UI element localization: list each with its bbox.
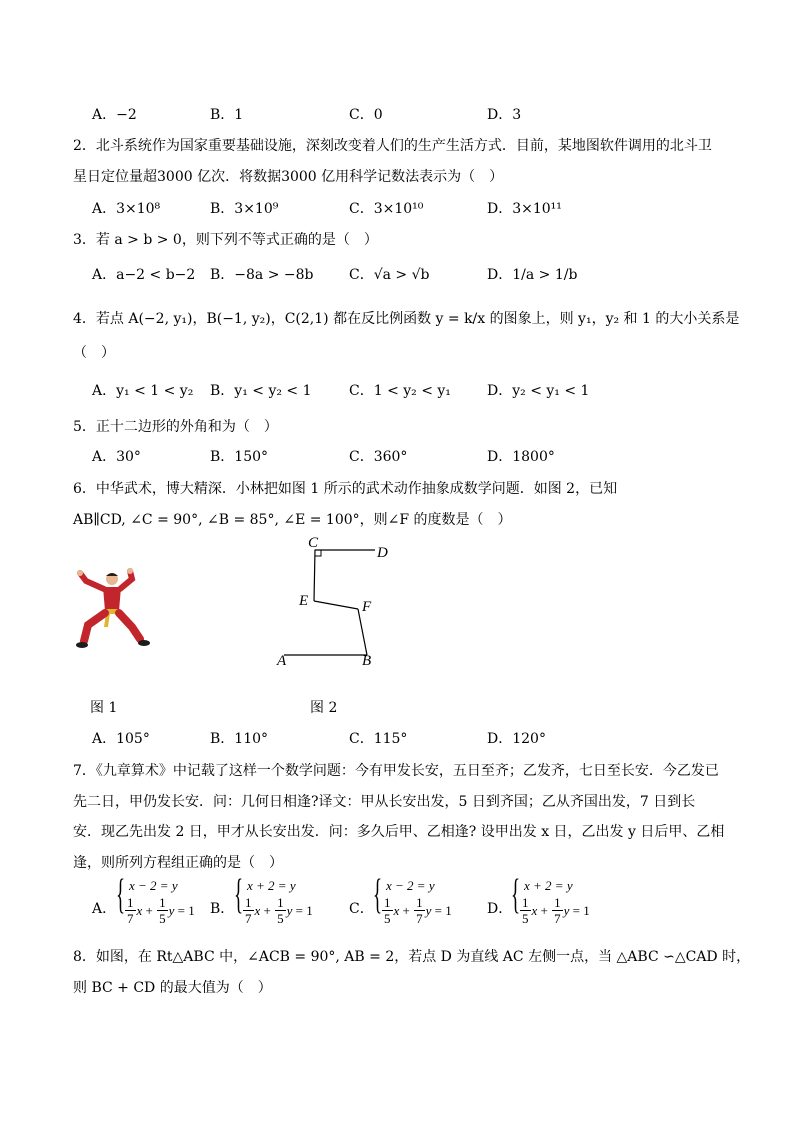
- q6-stem-line2: AB∥CD, ∠C = 90°, ∠B = 85°, ∠E = 100°，则∠F 的度数是（ ）: [73, 512, 512, 528]
- q7-stem-line1: 7．《九章算术》中记载了这样一个数学问题：今有甲发长安，五日至齐；乙发齐，七日至长安．今乙发已: [73, 763, 719, 779]
- figure2-caption: 图 2: [310, 700, 338, 716]
- q6-option-a: A．105°: [92, 731, 150, 747]
- q6-option-c: C．115°: [349, 731, 408, 747]
- q7-option-c-label: C．: [349, 901, 374, 917]
- q5-option-b: B．150°: [210, 449, 269, 465]
- label-f: F: [362, 599, 372, 615]
- q6-option-d: D．120°: [487, 731, 546, 747]
- q7-c-eq1: x − 2 = y: [386, 878, 435, 893]
- q3-option-c: C．√a > √b: [349, 267, 430, 283]
- q4-stem: 4．若点 A(−2, y₁)，B(−1, y₂)，C(2,1) 都在反比例函数 y = k/x 的图象上，则 y₁，y₂ 和 1 的大小关系是: [73, 311, 740, 327]
- q4-option-a: A．y₁ < 1 < y₂: [92, 383, 194, 399]
- q1-option-b: B．1: [210, 107, 244, 123]
- q2-option-a: A．3×10⁸: [92, 201, 161, 217]
- label-d: D: [377, 545, 388, 561]
- q3-stem: 3．若 a > b > 0，则下列不等式正确的是（ ）: [73, 232, 378, 248]
- label-e: E: [299, 593, 309, 609]
- label-c: C: [308, 535, 319, 551]
- q1-option-d: D．3: [487, 107, 522, 123]
- q1-option-a: A．−2: [92, 107, 137, 123]
- q2-stem-line1: 2．北斗系统作为国家重要基础设施，深刻改变着人们的生产生活方式．目前，某地图软件调用的北斗卫: [73, 138, 712, 154]
- q6-option-b: B．110°: [210, 731, 269, 747]
- q7-b-eq1: x + 2 = y: [247, 878, 296, 893]
- q7-stem-line4: 逢，则所列方程组正确的是（ ）: [73, 855, 283, 871]
- q7-option-b-label: B．: [210, 901, 235, 917]
- q7-option-a-label: A．: [92, 901, 117, 917]
- segment-ef: [314, 601, 358, 609]
- q5-option-c: C．360°: [349, 449, 408, 465]
- label-b: B: [362, 653, 372, 669]
- q2-option-b: B．3×10⁹: [210, 201, 279, 217]
- q7-option-d-label: D．: [487, 901, 513, 917]
- q4-stem-paren: （ ）: [73, 345, 115, 361]
- q2-option-d: D．3×10¹¹: [487, 201, 562, 217]
- q1-option-c: C．0: [349, 107, 383, 123]
- segment-ce: [314, 550, 315, 601]
- q7-a-eq1: x − 2 = y: [129, 878, 178, 893]
- q3-option-b: B．−8a > −8b: [210, 267, 314, 283]
- q4-option-d: D．y₂ < y₁ < 1: [487, 383, 590, 399]
- q3-option-a: A．a−2 < b−2: [92, 267, 196, 283]
- q5-stem: 5．正十二边形的外角和为（ ）: [73, 419, 278, 435]
- q7-stem-line2: 先二日，甲仍发长安．问：几何日相逢?译文：甲从长安出发，5 日到齐国；乙从齐国出发，7 日到长: [73, 794, 696, 810]
- q2-option-c: C．3×10¹⁰: [349, 201, 424, 217]
- q2-stem-line2: 星日定位量超3000 亿次．将数据3000 亿用科学记数法表示为（ ）: [73, 169, 504, 185]
- martial-artist-figure: [74, 567, 154, 653]
- q8-stem-line1: 8．如图，在 Rt△ABC 中，∠ACB = 90°, AB = 2，若点 D 为直线 AC 左侧一点，当 △ABC ∽△CAD 时，: [73, 949, 751, 965]
- q6-stem-line1: 6．中华武术，博大精深．小林把如图 1 所示的武术动作抽象成数学问题．如图 2，已知: [73, 481, 618, 497]
- label-a: A: [277, 653, 287, 669]
- q5-option-d: D．1800°: [487, 449, 555, 465]
- q8-stem-line2: 则 BC + CD 的最大值为（ ）: [73, 980, 272, 996]
- q4-option-c: C．1 < y₂ < y₁: [349, 383, 451, 399]
- q4-option-b: B．y₁ < y₂ < 1: [210, 383, 312, 399]
- q5-option-a: A．30°: [92, 449, 141, 465]
- q3-option-d: D．1/a > 1/b: [487, 267, 578, 283]
- q7-d-eq1: x + 2 = y: [524, 878, 573, 893]
- figure1-caption: 图 1: [90, 700, 118, 716]
- q7-stem-line3: 安．现乙先出发 2 日，甲才从长安出发．问：多久后甲、乙相逢? 设甲出发 x 日，乙出发 y 日后甲、乙相: [73, 824, 725, 840]
